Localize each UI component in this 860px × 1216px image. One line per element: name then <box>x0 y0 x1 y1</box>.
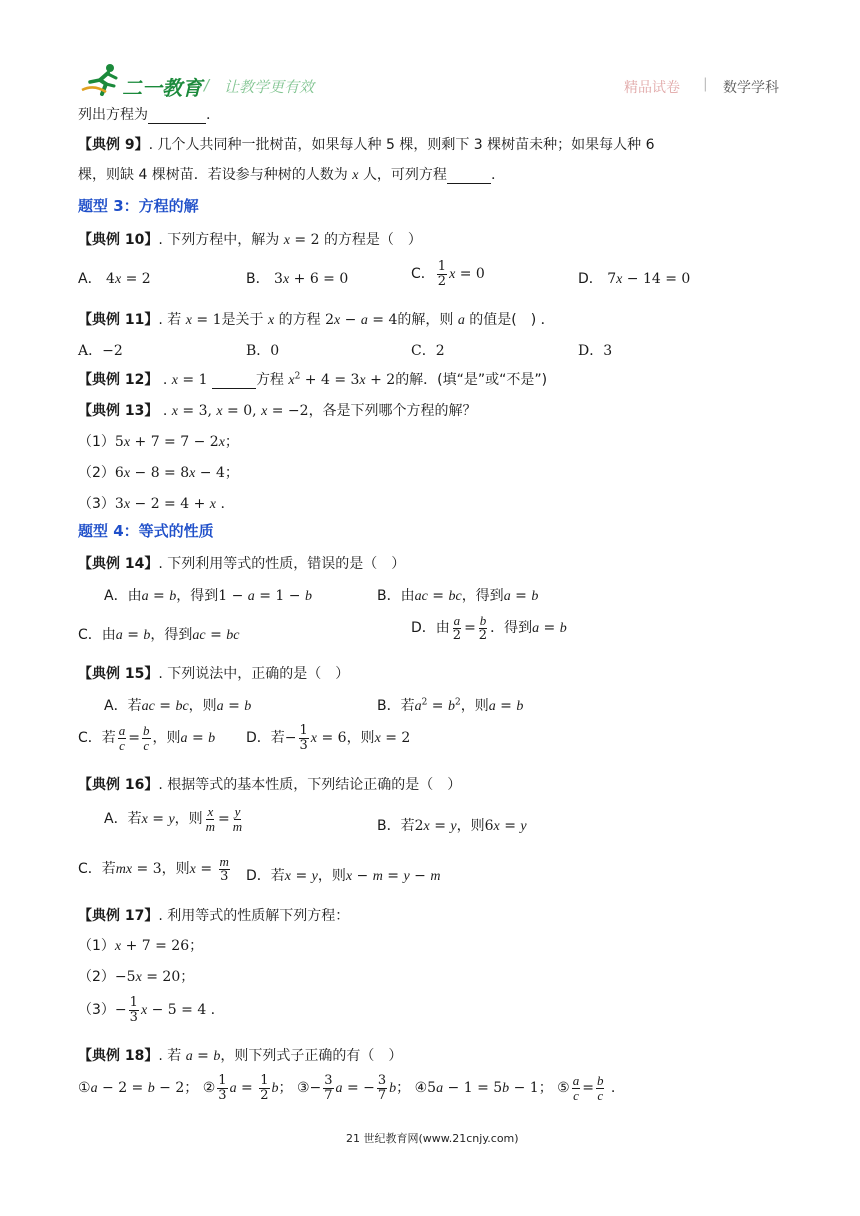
example-18-tag: 【典例 18】 <box>78 1048 159 1064</box>
option-14c: C．由a = b，得到ac = bc <box>78 627 240 643</box>
text: D．由 <box>411 620 450 637</box>
answer-blank <box>447 169 491 184</box>
text: ，则 <box>174 811 203 828</box>
example-12-tag: 【典例 12】 <box>78 372 159 388</box>
option-10c: C． $\frac{1}{2}$ x = 0 <box>411 259 485 289</box>
option-label: C． <box>411 266 435 283</box>
option-16d: D．若x = y，则x − m = y − m <box>246 868 441 884</box>
option-15c: C．若 $\frac{a}{c}$ = $\frac{b}{c}$ ，则a = b <box>78 723 216 753</box>
text: ，得到 <box>150 627 193 643</box>
item-label: （2） <box>78 465 115 481</box>
text: 是关于 <box>221 312 264 328</box>
text: ，得到 <box>461 588 504 604</box>
header-right-title: 精品试卷 <box>624 80 680 96</box>
text: A．若 <box>104 811 142 828</box>
text: B．若 <box>377 818 415 834</box>
option-14d: D．由 $\frac{a}{2}$ = $\frac{b}{2}$ ．得到a = b <box>411 613 567 643</box>
section-3-title: 题型 3：方程的解 <box>78 197 199 215</box>
example-14 <box>78 553 405 573</box>
text: ．得到 <box>490 620 533 637</box>
example-11-tag: 【典例 11】 <box>78 312 159 328</box>
section-4-title: 题型 4：等式的性质 <box>78 522 214 540</box>
header-subject: 数学学科 <box>723 80 779 96</box>
item-label: （1） <box>78 434 115 450</box>
example-13-item2: （2）6x − 8 = 8x − 4； <box>78 465 239 481</box>
answer-blank <box>148 109 206 124</box>
example-13-tag: 【典例 13】 <box>78 403 159 419</box>
option-10d: D． 7x − 14 = 0 <box>578 271 691 287</box>
option-14b: B．由ac = bc，得到a = b <box>377 588 539 604</box>
text: ，则 <box>460 698 489 714</box>
example-18-options: ①a − 2 = b − 2； ② $\frac{1}{3}$ a = $\frac{1}{2}$ b； ③− $\frac{3}{7}$ a = − $\frac{3}{7}$ b； ④5a − 1 = 5b − 1； ⑤ $\frac{a}{c}$ = $\frac{b}{c}$ . <box>78 1073 616 1103</box>
example-10-text: . 下列方程中，解为 <box>158 232 280 248</box>
example-15 <box>78 663 349 683</box>
header-separator: | <box>703 76 708 92</box>
text: ，各是下列哪个方程的解？ <box>308 403 477 419</box>
example-9-line2a: 棵，则缺 4 棵树苗．若设参与种树的人数为 <box>78 167 348 183</box>
example-17 <box>78 905 349 925</box>
example-16-tag: 【典例 16】 <box>78 777 159 793</box>
text: ，则 <box>152 730 181 747</box>
text: B．由 <box>377 588 415 604</box>
example-13-item1: （1）5x + 7 = 7 − 2x； <box>78 434 239 450</box>
option-15d: D．若− $\frac{1}{3}$ x = 6，则x = 2 <box>246 723 411 753</box>
text: 的方程 <box>278 312 321 328</box>
option-16b: B．若2x = y，则6x = y <box>377 818 527 834</box>
text: ，则 <box>317 868 346 884</box>
answer-blank <box>212 374 256 389</box>
text: C．若 <box>78 730 116 747</box>
item-label: （3） <box>78 1002 115 1019</box>
example-17-item1: （1）x + 7 = 26； <box>78 938 204 954</box>
option-14a: A．由a = b，得到1 − a = 1 − b <box>104 588 312 604</box>
example-11: 【典例 11】. 若 x = 1是关于 x 的方程 2x − a = 4的解，则 a 的值是( ) ． <box>78 312 555 328</box>
example-16-text: . 根据等式的基本性质，下列结论正确的是（ ） <box>158 777 462 793</box>
runner-logo-icon <box>80 62 124 98</box>
example-12: 【典例 12】 . x = 1 方程 $x^2 + 4 = 3x + 2$的解．(填“是”或“不是”) <box>78 371 548 388</box>
example-13-item3: （3）3x − 2 = 4 + x . <box>78 496 225 512</box>
text: ，得到 <box>176 588 219 604</box>
logo-text: 二一教育 <box>122 76 202 100</box>
option-label: B． <box>246 271 270 287</box>
option-11c: C．2 <box>411 343 445 359</box>
text: 方程 <box>255 372 284 388</box>
example-9-line2: 棵，则缺 4 棵树苗．若设参与种树的人数为 x 人，可列方程 . <box>78 167 496 183</box>
example-14-tag: 【典例 14】 <box>78 556 159 572</box>
example-17-text: . 利用等式的性质解下列方程： <box>158 908 350 924</box>
example-10-text2: 的方程是（ ） <box>323 232 422 248</box>
example-9 <box>78 134 655 154</box>
text: ，则 <box>188 698 217 714</box>
text: ，则下列式子正确的有（ ） <box>220 1048 403 1064</box>
text: 的解，则 <box>397 312 454 328</box>
example-9-tag: 【典例 9】 <box>78 137 149 153</box>
top-line-text: 列出方程为 <box>78 107 148 123</box>
example-17-tag: 【典例 17】 <box>78 908 159 924</box>
text: B．若 <box>377 698 415 714</box>
text: A．由 <box>104 588 142 604</box>
example-13: 【典例 13】 . x = 3, x = 0, x = −2，各是下列哪个方程的解？ <box>78 403 477 419</box>
header-slash: / <box>204 76 210 94</box>
example-14-text: . 下列利用等式的性质，错误的是（ ） <box>158 556 406 572</box>
example-17-item3: （3）− $\frac{1}{3}$ x − 5 = 4 . <box>78 995 216 1025</box>
item-label: （2） <box>78 969 115 985</box>
example-18: 【典例 18】. 若 a = b，则下列式子正确的有（ ） <box>78 1048 403 1064</box>
text: D．若 <box>246 730 285 747</box>
example-17-item2: （2）−5x = 20； <box>78 969 195 985</box>
text: C．若 <box>78 861 116 878</box>
option-10b: B． 3x + 6 = 0 <box>246 271 349 287</box>
text: ，则 <box>346 730 375 747</box>
item-label: （3） <box>78 496 115 512</box>
top-line: 列出方程为 . <box>78 107 211 123</box>
option-11a: A．−2 <box>78 343 123 359</box>
footer: 21 世纪教育网(www.21cnjy.com) <box>346 1132 519 1145</box>
option-16a: A．若x = y，则 $\frac{x}{m}$ = $\frac{y}{m}$ <box>104 804 243 834</box>
option-11d: D．3 <box>578 343 613 359</box>
example-9-line2b: 人，可列方程 <box>362 167 447 183</box>
text: . 若 <box>158 1048 182 1064</box>
text: ，则 <box>456 818 485 834</box>
text: . 若 <box>158 312 182 328</box>
option-15b: B．若$a^2 = b^2$，则a = b <box>377 697 524 714</box>
slogan: 让教学更有效 <box>224 78 315 96</box>
text: A．若 <box>104 698 142 714</box>
option-label: A． <box>78 271 102 287</box>
example-15-text: . 下列说法中，正确的是（ ） <box>158 666 350 682</box>
option-16c: C．若mx = 3，则x = $\frac{m}{3}$ <box>78 854 229 884</box>
item-label: （1） <box>78 938 115 954</box>
text: C．由 <box>78 627 116 643</box>
example-10: 【典例 10】. 下列方程中，解为 x = 2 的方程是（ ） <box>78 232 422 248</box>
option-10a: A． 4x = 2 <box>78 271 151 287</box>
example-16 <box>78 774 461 794</box>
text: ，则 <box>161 861 190 878</box>
example-15-tag: 【典例 15】 <box>78 666 159 682</box>
example-10-tag: 【典例 10】 <box>78 232 159 248</box>
example-9-line1: . 几个人共同种一批树苗，如果每人种 5 棵，则剩下 3 棵树苗未种；如果每人种 6 <box>148 137 655 153</box>
option-11b: B．0 <box>246 343 280 359</box>
text: D．若 <box>246 868 285 884</box>
option-label: D． <box>578 271 603 287</box>
text: 的解．(填“是”或“不是”) <box>395 372 548 388</box>
text: 的值是( ) ． <box>469 312 555 328</box>
option-15a: A．若ac = bc，则a = b <box>104 698 252 714</box>
